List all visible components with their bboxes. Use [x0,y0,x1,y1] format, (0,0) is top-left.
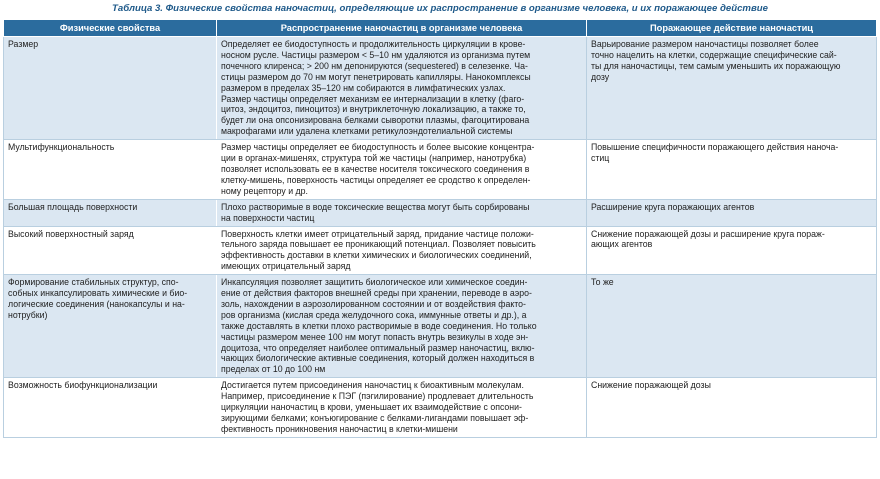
cell-distribution: Размер частицы определяет ее биодоступность и более высокие концентра- ции в органах-мишенях, структура той же частицы (например, нанотрубка) позволяет использовать ее в качестве носителя токсического соединения в клетку-мишень, поверхность частицы определяет ее сродство к определен- ному рецептору и др. [217,140,587,200]
cell-effect: Снижение поражающей дозы [587,378,877,438]
cell-property: Возможность биофункционализации [4,378,217,438]
cell-property: Мультифункциональность [4,140,217,200]
table-row [4,275,877,378]
table-row [4,199,877,226]
column-header-properties: Физические свойства [4,20,217,37]
cell-effect: Снижение поражающей дозы и расширение круга пораж- ающих агентов [587,226,877,275]
cell-property: Большая площадь поверхности [4,199,217,226]
cell-property: Формирование стабильных структур, спо- собных инкапсулировать химические и био- логические соединения (нанокапсулы и на- нотрубки) [4,275,217,378]
table-row [4,140,877,200]
table-header-row [4,20,877,37]
column-header-distribution: Распространение наночастиц в организме человека [217,20,587,37]
cell-distribution: Поверхность клетки имеет отрицательный заряд, придание частице положи- тельного заряда повышает ее проникающий потенциал. Позволяет повысить эффективность доставки в клетки химических и биологических соединений, имеющих отрицательный заряд [217,226,587,275]
table-row [4,37,877,140]
cell-distribution: Достигается путем присоединения наночастиц к биоактивным молекулам. Например, присоединение к ПЭГ (пэгилирование) продлевает длительность циркуляции наночастиц в крови, уменьшает их взаимодействие с опсони- зирующими белками; конъюгирование с белками-лигандами повышает эф- фективность проникновения наночастиц в клетки-мишени [217,378,587,438]
cell-effect: Варьирование размером наночастицы позволяет более точно нацелить на клетки, содержащие специфические сай- ты для наночастицы, тем самым уменьшить их поражающую дозу [587,37,877,140]
table-caption: Таблица 3. Физические свойства наночастиц, определяющие их распространение в организме человека, и их поражающее действие [112,3,768,14]
cell-effect: То же [587,275,877,378]
cell-distribution: Определяет ее биодоступность и продолжительность циркуляции в крове- носном русле. Частицы размером < 5–10 нм удаляются из организма путем почечного клиренса; > 200 нм депонируются (sequestered) в селезенке. Ча- стицы размером до 70 нм могут пенетрировать капилляры. Нанокомплексы размером в пределах 35–120 нм собираются в лимфатических узлах. Размер частицы определяет механизм ее интернализации в клетку (фаго- цитоз, эндоцитоз, пиноцитоз) и внутриклеточную локализацию, а также то, будет ли она опсонизирована белками сыворотки плазмы, фагоцитирована макрофагами или удалена клетками ретикулоэндотелиальной системы [217,37,587,140]
cell-effect: Расширение круга поражающих агентов [587,199,877,226]
cell-effect: Повышение специфичности поражающего действия наноча- стиц [587,140,877,200]
cell-property: Высокий поверхностный заряд [4,226,217,275]
cell-distribution: Инкапсуляция позволяет защитить биологическое или химическое соедин- ение от действия факторов внешней среды при хранении, переводе в аэро- золь, нахождении в аэрозолированном состоянии и от воздействия факто- ров организма (кислая среда желудочного сока, иммунные ответы и др.), а также доставлять в клетки плохо растворимые в воде соединения. Но только частицы размером менее 100 нм могут попасть внутрь везикулы в ходе эн- доцитоза, что определяет наиболее оптимальный размер наночастиц, вклю- чающих биологические активные соединения, который должен находиться в пределах от 10 до 100 нм [217,275,587,378]
nanoparticle-properties-table [3,19,877,438]
cell-property: Размер [4,37,217,140]
table-row [4,226,877,275]
table-row [4,378,877,438]
cell-distribution: Плохо растворимые в воде токсические вещества могут быть сорбированы на поверхности частиц [217,199,587,226]
column-header-effect: Поражающее действие наночастиц [587,20,877,37]
